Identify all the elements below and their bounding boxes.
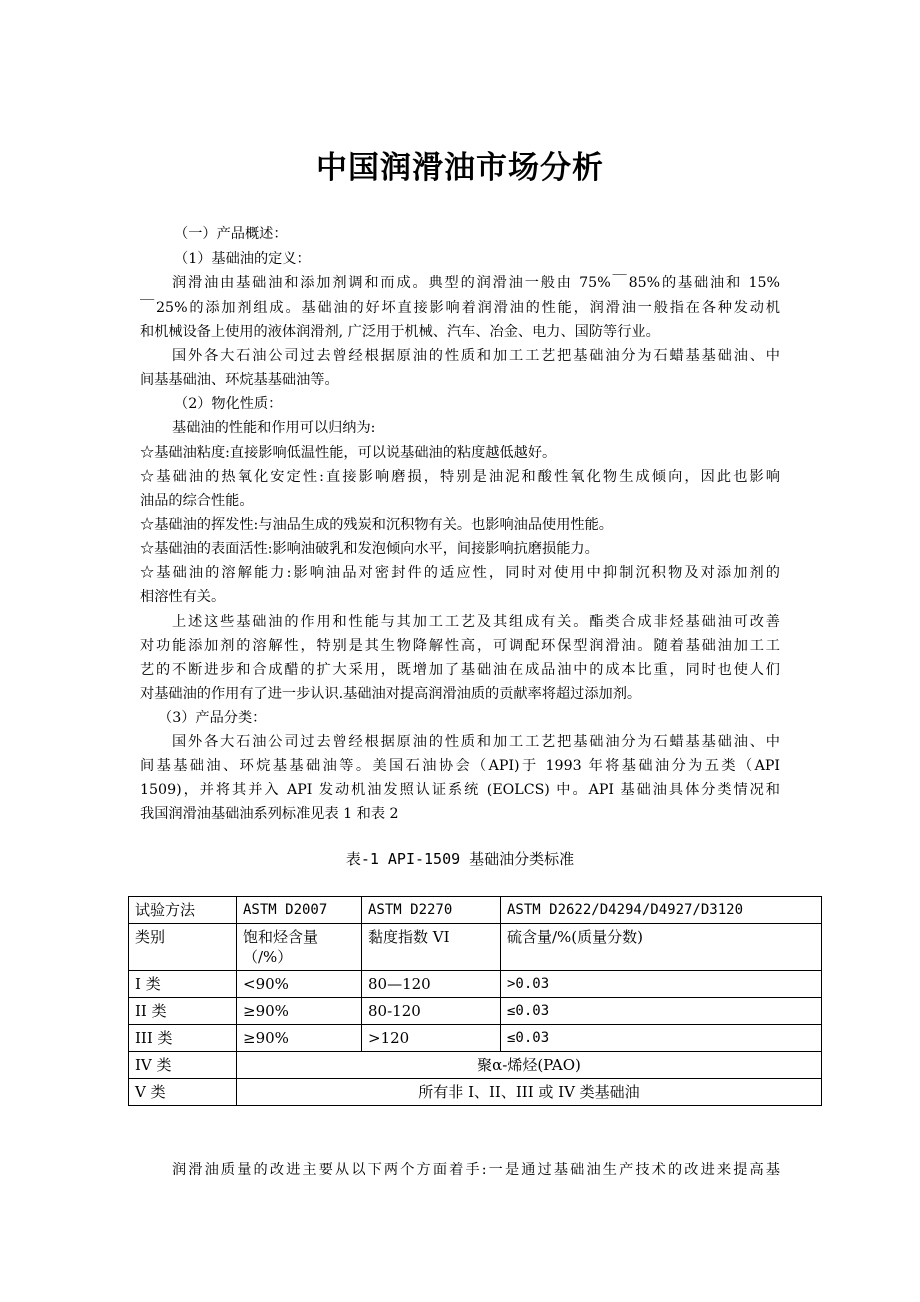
table-caption: 表-1 API-1509 基础油分类标准: [345, 850, 575, 868]
table-row: [129, 1052, 822, 1079]
table-cell: 硫含量/%(质量分数): [501, 924, 822, 971]
table-cell: III 类: [129, 1025, 237, 1052]
table-cell: ≤0.03: [501, 1025, 822, 1052]
subsection-heading: （3）产品分类：: [158, 710, 267, 726]
subsection-heading: （1）基础油的定义：: [174, 251, 311, 267]
table-subheader-row: [129, 924, 822, 971]
paragraph-line: 上述这些基础油的作用和性能与其加工工艺及其组成有关。酯类合成非烃基础油可改善: [172, 614, 780, 630]
paragraph-line: 我国润滑油基础油系列标准见表 1 和表 2: [140, 806, 399, 822]
table-cell: 80—120: [362, 971, 501, 998]
paragraph-line: 国外各大石油公司过去曾经根据原油的性质和加工工艺把基础油分为石蜡基基础油、中: [172, 348, 780, 364]
paragraph-line: 润滑油由基础油和添加剂调和而成。典型的润滑油一般由 75%￣85%的基础油和 15%: [172, 275, 780, 291]
paragraph-line: 对功能添加剂的溶解性，特别是其生物降解性高，可调配环保型润滑油。随着基础油加工工: [140, 638, 780, 654]
page-title: 中国润滑油市场分析: [316, 150, 604, 186]
table-cell: 饱和烃含量（/%）: [237, 924, 362, 971]
paragraph-line: 艺的不断进步和合成醋的扩大采用，既增加了基础油在成品油中的成本比重，同时也使人们: [140, 662, 780, 678]
classification-table: [128, 896, 822, 1106]
paragraph-line: ￣25%的添加剂组成。基础油的好坏直接影响着润滑油的性能，润滑油一般指在各种发动机: [140, 300, 780, 316]
table-row: [129, 971, 822, 998]
table-cell: >0.03: [501, 971, 822, 998]
table-cell: I 类: [129, 971, 237, 998]
bullet-line: ☆基础油的热氧化安定性:直接影响磨损，特别是油泥和酸性氧化物生成倾向，因此也影响: [140, 469, 780, 485]
bullet-line: ☆基础油的表面活性:影响油破乳和发泡倾向水平，间接影响抗磨损能力。: [140, 541, 599, 557]
paragraph-line: 对基础油的作用有了进一步认识.基础油对提高润滑油质的贡献率将超过添加剂。: [140, 686, 642, 702]
table-cell: 80-120: [362, 998, 501, 1025]
table-cell: >120: [362, 1025, 501, 1052]
paragraph-line: 相溶性有关。: [140, 589, 226, 605]
table-cell: II 类: [129, 998, 237, 1025]
table-row: [129, 1025, 822, 1052]
table-cell: 聚α-烯烃(PAO): [237, 1052, 822, 1079]
table-header-row: [129, 897, 822, 924]
paragraph-line: 国外各大石油公司过去曾经根据原油的性质和加工工艺把基础油分为石蜡基基础油、中: [172, 734, 780, 750]
table-row: [129, 1079, 822, 1106]
paragraph-line: 间基基础油、环烷基基础油等。: [140, 372, 339, 388]
table-cell: V 类: [129, 1079, 237, 1106]
table-cell: 类别: [129, 924, 237, 971]
table-cell: ≥90%: [237, 1025, 362, 1052]
paragraph-line: 基础油的性能和作用可以归纳为:: [172, 420, 376, 436]
table-cell: 所有非 I、II、III 或 IV 类基础油: [237, 1079, 822, 1106]
table-cell: ≤0.03: [501, 998, 822, 1025]
table-cell: <90%: [237, 971, 362, 998]
table-row: [129, 998, 822, 1025]
subsection-heading: （2）物化性质：: [174, 396, 283, 412]
paragraph-line: 间基基础油、环烷基基础油等。美国石油协会（API)于 1993 年将基础油分为五类（API: [140, 758, 780, 774]
paragraph-line: 油品的综合性能。: [140, 493, 254, 509]
paragraph-line: 润滑油质量的改进主要从以下两个方面着手:一是通过基础油生产技术的改进来提高基: [172, 1162, 780, 1178]
table-cell: 黏度指数 VI: [362, 924, 501, 971]
bullet-line: ☆基础油粘度:直接影响低温性能，可以说基础油的粘度越低越好。: [140, 445, 557, 461]
table-cell: ASTM D2270: [362, 897, 501, 924]
table-cell: ASTM D2007: [237, 897, 362, 924]
bullet-line: ☆基础油的溶解能力:影响油品对密封件的适应性，同时对使用中抑制沉积物及对添加剂的: [140, 565, 780, 581]
table-cell: ASTM D2622/D4294/D4927/D3120: [501, 897, 822, 924]
table-cell: ≥90%: [237, 998, 362, 1025]
section-heading: （一）产品概述：: [174, 226, 288, 242]
table-cell: IV 类: [129, 1052, 237, 1079]
paragraph-line: 1509)，并将其并入 API 发动机油发照认证系统 (EOLCS) 中。API 基础油具体分类情况和: [140, 782, 780, 798]
bullet-line: ☆基础油的挥发性:与油品生成的残炭和沉积物有关。也影响油品使用性能。: [140, 517, 613, 533]
table-cell: 试验方法: [129, 897, 237, 924]
paragraph-line: 和机械设备上使用的液体润滑剂, 广泛用于机械、汽车、冶金、电力、国防等行业。: [140, 324, 660, 340]
